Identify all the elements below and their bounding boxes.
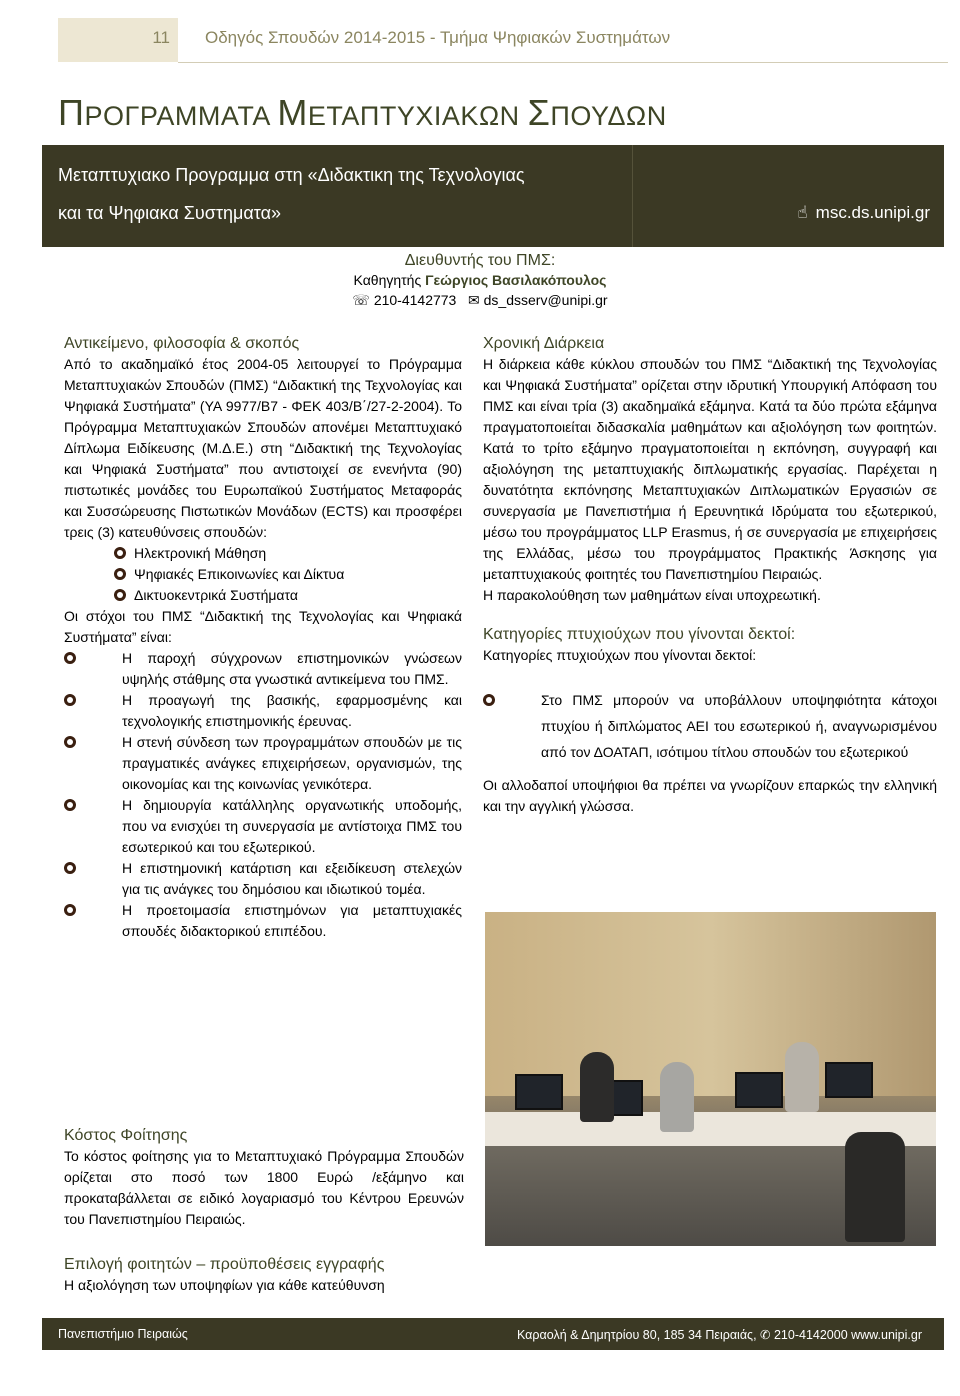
list-item: Η προαγωγή της βασικής, εφαρμοσμένης και τεχνολογικής επιστημονικής έρευνας. bbox=[64, 690, 462, 732]
phone-icon: ☏ bbox=[352, 292, 370, 308]
director-name: Καθηγητής Γεώργιος Βασιλακόπουλος bbox=[353, 272, 607, 288]
duration-heading: Χρονική Διάρκεια bbox=[483, 335, 605, 352]
banner-line-1: Μεταπτυχιακο Προγραμμα στη «Διδακτικη της Τεχνολογιας bbox=[58, 165, 525, 185]
cost-heading: Κόστος Φοίτησης bbox=[64, 1127, 188, 1144]
director-contact bbox=[0, 292, 960, 309]
bullet-icon bbox=[114, 589, 126, 601]
header-rule bbox=[178, 62, 948, 63]
bullet-icon bbox=[483, 694, 495, 706]
list-item: Η επιστημονική κατάρτιση και εξειδίκευση στελεχών για τις ανάγκες του δημόσιου και ιδιωτικού τομέα. bbox=[64, 858, 462, 900]
director-phone: 210-4142773 bbox=[373, 292, 457, 308]
selection-section bbox=[64, 1254, 464, 1296]
list-item: Η δημιουργία κατάλληλης οργανωτικής υποδομής, που να ενισχύει τη συνεργασία με αντίστοιχα ΠΜΣ του εσωτερικού και του εξωτερικού. bbox=[64, 795, 462, 858]
bullet-icon bbox=[64, 904, 76, 916]
cost-text: Το κόστος φοίτησης για το Μεταπτυχιακό Πρόγραμμα Σπουδών ορίζεται στο ποσό των 1800 Ευρώ /εξάμηνο και προκαταβάλλεται σε ειδικό λογαριασμό του Κέντρου Ερευνών του Πανεπιστημίου Πειραιώς. bbox=[64, 1148, 464, 1227]
goals-list bbox=[64, 648, 462, 942]
director-email[interactable]: ds_dsserv@unipi.gr bbox=[483, 292, 608, 308]
list-item: Ηλεκτρονική Μάθηση bbox=[114, 543, 462, 564]
banner-line-2: και τα Ψηφιακα Συστηματα» bbox=[58, 203, 282, 223]
classroom-photo bbox=[485, 912, 936, 1246]
list-item: Δικτυοκεντρικά Συστήματα bbox=[114, 585, 462, 606]
spacer bbox=[483, 606, 937, 624]
program-banner bbox=[42, 145, 944, 247]
cost-section bbox=[64, 1125, 464, 1230]
bullet-icon bbox=[64, 736, 76, 748]
footer-address: Καραολή & Δημητρίου 80, 185 34 Πειραιάς, ✆ 210-4142000 www.unipi.gr bbox=[516, 1328, 922, 1342]
list-item: Στο ΠΜΣ μπορούν να υποβάλλουν υποψηφιότητα κάτοχοι πτυχίου ή διπλώματος ΑΕΙ του εσωτερικού ή, αναγνωρισμένου από τον ΔΟΑΤΑΠ, ισότιμου τίτλου σπουδών του εξωτερικού bbox=[483, 687, 937, 765]
director-heading: Διευθυντής του ΠΜΣ: bbox=[404, 252, 556, 269]
list-item: Η προετοιμασία επιστημόνων για μεταπτυχιακές σπουδές διδακτορικού επιπέδου. bbox=[64, 900, 462, 942]
eligibility-intro: Κατηγορίες πτυχιούχων που γίνονται δεκτοί: bbox=[483, 647, 757, 663]
left-column bbox=[64, 333, 462, 942]
envelope-icon: ✉ bbox=[468, 292, 480, 308]
footer-university: Πανεπιστήμιο Πειραιώς bbox=[58, 1327, 188, 1341]
bullet-icon bbox=[64, 694, 76, 706]
page-footer bbox=[42, 1318, 944, 1350]
pointer-hand-icon: ☝ bbox=[797, 203, 808, 222]
list-item: Η παροχή σύγχρονων επιστημονικών γνώσεων υψηλής στάθμης στα γνωστικά αντικείμενα του ΠΜΣ. bbox=[64, 648, 462, 690]
bullet-icon bbox=[114, 568, 126, 580]
eligibility-heading: Κατηγορίες πτυχιούχων που γίνονται δεκτοί: bbox=[483, 626, 796, 643]
spacer bbox=[483, 666, 937, 687]
selection-heading: Επιλογή φοιτητών – προϋποθέσεις εγγραφής bbox=[64, 1256, 385, 1273]
bullet-icon bbox=[64, 862, 76, 874]
banner-divider bbox=[632, 145, 633, 247]
goals-intro: Οι στόχοι του ΠΜΣ “Διδακτική της Τεχνολογίας και Ψηφιακά Συστήματα” είναι: bbox=[64, 608, 462, 645]
objective-text: Από το ακαδημαϊκό έτος 2004-05 λειτουργεί το Πρόγραμμα Μεταπτυχιακών Σπουδών (ΠΜΣ) “Διδακτική της Τεχνολογίας και Ψηφιακά Συστήματα” (ΥΑ 9977/Β7 - ΦΕΚ 403/Β΄/27-2-2004). Το Πρόγραμμα Μεταπτυχιακών Σπουδών απονέμει Μεταπτυχιακό Δίπλωμα Ειδίκευσης (Μ.Δ.Ε.) στη “Διδακτική της Τεχνολογίας και Ψηφιακά Συστήματα” που αντιστοιχεί σε ενενήντα (90) πιστωτικές μονάδες του Ευρωπαϊκού Συστήματος Μεταφοράς και Συσσώρευσης Πιστωτικών Μονάδων (ECTS) και προσφέρει τρεις (3) κατευθύνσεις σπουδών: bbox=[64, 356, 462, 540]
duration-text: Η διάρκεια κάθε κύκλου σπουδών του ΠΜΣ “Διδακτική της Τεχνολογίας και Ψηφιακά Συστήματα” ορίζεται στην ιδρυτική Υπουργική Απόφαση του ΠΜΣ και είναι τρία (3) ακαδημαϊκά εξάμηνα. Κατά τα δύο πρώτα εξάμηνα πραγματοποιείται διδασκαλία μαθημάτων και αξιολόγηση των φοιτητών. Κατά το τρίτο εξάμηνο πραγματοποιείται η εκπόνηση, συγγραφή και αξιολόγηση της μεταπτυχιακής διπλωματικής εργασίας. Παρέχεται η δυνατότητα εκπόνησης Μεταπτυχιακών Διπλωματικών Εργασιών σε συνεργασία με Πανεπιστήμια ή Ερευνητικά Ιδρύματα του εξωτερικού, μέσω του προγράμματος LLP Erasmus, ή σε συνεργασία με επιχειρήσεις της Ελλάδας, μέσω του προγράμματος Πρακτικής Άσκησης για μεταπτυχιακούς φοιτητές του Πανεπιστημίου Πειραιώς. bbox=[483, 356, 937, 582]
bullet-icon bbox=[64, 652, 76, 664]
selection-text: Η αξιολόγηση των υποψηφίων για κάθε κατεύθυνση bbox=[64, 1277, 385, 1293]
eligibility-list bbox=[483, 687, 937, 765]
page-number: 11 bbox=[152, 28, 170, 47]
page-number-box bbox=[58, 18, 178, 62]
objective-heading: Αντικείμενο, φιλοσοφία & σκοπός bbox=[64, 335, 300, 352]
tracks-list bbox=[64, 543, 462, 606]
running-title: Οδηγός Σπουδών 2014-2015 - Τμήμα Ψηφιακών Συστημάτων bbox=[205, 28, 671, 47]
spacer bbox=[483, 765, 937, 775]
page-title: ΠΡΟΓΡΑΜΜΑΤΑ ΜΕΤΑΠΤΥΧΙΑΚΩΝ ΣΠΟΥΔΩΝ bbox=[58, 92, 667, 133]
attendance-text: Η παρακολούθηση των μαθημάτων είναι υποχρεωτική. bbox=[483, 587, 821, 603]
foreign-candidates-text: Οι αλλοδαποί υποψήφιοι θα πρέπει να γνωρίζουν επαρκώς την ελληνική και την αγγλική γλώσσα. bbox=[483, 777, 937, 814]
website-link[interactable]: ☝ msc.ds.unipi.gr bbox=[797, 203, 930, 222]
bullet-icon bbox=[64, 799, 76, 811]
list-item: Ψηφιακές Επικοινωνίες και Δίκτυα bbox=[114, 564, 462, 585]
right-column bbox=[483, 333, 937, 817]
list-item: Η στενή σύνδεση των προγραμμάτων σπουδών με τις πραγματικές ανάγκες επιχειρήσεων, οργανισμών, της οικονομίας και της κοινωνίας γενικότερα. bbox=[64, 732, 462, 795]
bullet-icon bbox=[114, 547, 126, 559]
